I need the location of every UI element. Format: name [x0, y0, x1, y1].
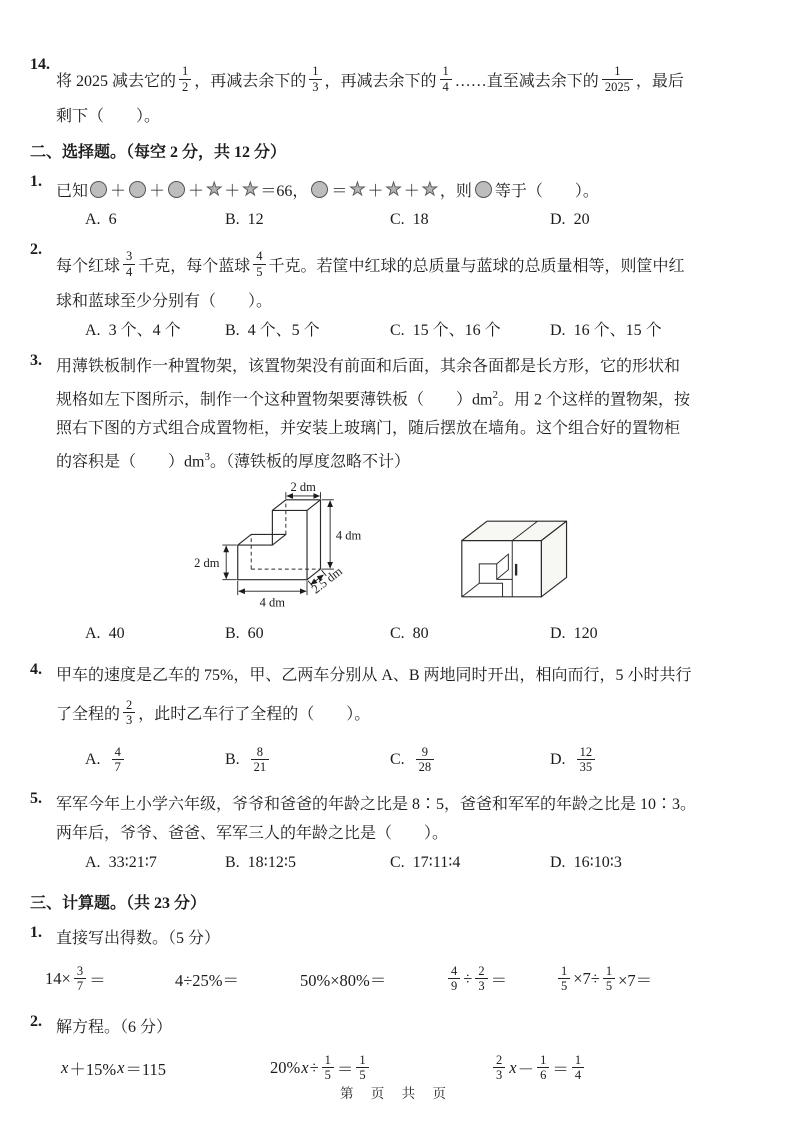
question-number: 14. — [30, 56, 50, 73]
question-c3-line-2: 规格如左下图所示，制作一个这种置物架要薄铁板（ ）$dm^2$。用 2 个这样的置物架，按 — [56, 389, 690, 409]
fraction: $\frac{1}{2}$ — [179, 64, 191, 94]
options-row — [85, 316, 755, 346]
shelf-step-diagram — [180, 481, 384, 611]
star-icon: ★ — [349, 179, 366, 199]
dim-label-left: 2 dm — [194, 555, 220, 570]
fraction: $\frac{1}{5}$ — [356, 1053, 368, 1083]
dim-label-depth: 2.5 dm — [308, 563, 345, 597]
options-row-c3 — [85, 619, 755, 649]
question-c5-line-2: 两年后，爷爷、爸爸、军军三人的年龄之比是（ ）。 — [56, 824, 449, 842]
option-a: A. $\frac{4}{7}$ — [85, 745, 225, 775]
question-c2 — [30, 241, 755, 346]
option-c: C. 15 个、16 个 — [390, 322, 501, 339]
option-a: A. 33∶21∶7 — [85, 853, 157, 871]
dim-label-bottom: 4 dm — [259, 595, 286, 610]
section-2-title: 二、选择题。（每空 2 分，共 12 分） — [30, 144, 287, 161]
fraction: $\frac{4}{9}$ — [448, 964, 460, 994]
star-icon: ★ — [421, 179, 438, 199]
options-row — [85, 205, 755, 235]
circle-icon — [475, 181, 492, 198]
expression-1: 14× $\frac{3}{7}$ ＝ — [45, 963, 106, 994]
option-d: D. 120 — [550, 624, 598, 642]
star-icon: ★ — [206, 179, 223, 199]
fraction: $\frac{1}{3}$ — [309, 64, 321, 94]
question-c4-line-2: 了全程的 $\frac{2}{3}$ ，此时乙车行了全程的（ ）。 — [56, 697, 371, 728]
question-number: 5. — [30, 789, 42, 807]
question-c1-line: 已知 ＋ ＋ ＋ ★ ＋ ★ ＝66， ＝ ★ ＋ ★ ＋ ★ ，则 等于（ ）。 — [56, 179, 599, 200]
question-number: 2. — [30, 241, 42, 258]
option-b: B. 18∶12∶5 — [225, 853, 296, 871]
fraction: $\frac{2}{3}$ — [493, 1053, 505, 1083]
fraction: $\frac{4}{5}$ — [253, 249, 265, 279]
circle-icon — [129, 181, 146, 198]
fraction: $\frac{3}{7}$ — [74, 964, 86, 994]
question-calc-title: 直接写出得数。（5 分） — [56, 929, 221, 947]
option-d: D. 16∶10∶3 — [550, 853, 622, 871]
option-a: A. 6 — [85, 211, 117, 228]
fraction: $\frac{8}{21}$ — [251, 745, 270, 775]
equation-2: 20% x ÷ $\frac{1}{5}$ ＝ $\frac{1}{5}$ — [270, 1053, 490, 1083]
option-a: A. 40 — [85, 624, 125, 642]
question-c4-line-1: 甲车的速度是乙车的 75%，甲、乙两车分别从 A、B 两地同时开出，相向而行，5 小时共行 — [56, 666, 692, 684]
question-c1 — [30, 173, 755, 235]
section-3-title: 三、计算题。（共 23 分） — [30, 894, 207, 912]
fraction: $\frac{1}{5}$ — [603, 964, 615, 994]
question-c3-line-4: 的容积是（ ）$dm^3$。（薄铁板的厚度忽略不计） — [56, 451, 410, 471]
option-d: D. 16 个、15 个 — [550, 322, 662, 339]
dim-label-top: 2 dm — [290, 480, 316, 494]
option-b: B. $\frac{8}{21}$ — [225, 745, 390, 775]
options-row — [85, 736, 755, 784]
question-14-line-2: 剩下（ ）。 — [56, 108, 161, 125]
star-icon: ★ — [242, 179, 259, 199]
question-c3-line-1: 用薄铁板制作一种置物架，该置物架没有前面和后面，其余各面都是长方形，它的形状和 — [56, 358, 681, 375]
option-b: B. 4 个、5 个 — [225, 322, 320, 339]
option-d: D. 20 — [550, 211, 590, 228]
options-row — [85, 848, 755, 878]
question-c2-line-1: 每个红球 $\frac{3}{4}$ 千克，每个蓝球 $\frac{4}{5}$ 千克。若筐中红球的总质量与蓝球的总质量相等，则筐中红 — [56, 249, 685, 279]
question-c5 — [30, 790, 755, 878]
circle-icon — [90, 181, 107, 198]
question-c3-line-3: 照右下图的方式组合成置物柜，并安装上玻璃门，随后摆放在墙角。这个组合好的置物柜 — [56, 420, 681, 438]
option-c: C. 80 — [390, 624, 429, 642]
fraction: $\frac{3}{4}$ — [123, 249, 135, 279]
question-number: 3. — [30, 352, 42, 369]
option-c: C. $\frac{9}{28}$ — [390, 745, 550, 775]
calc-expressions-row — [45, 953, 755, 1005]
question-c3 — [30, 352, 755, 477]
dim-label-right: 4 dm — [335, 527, 362, 542]
question-c5-line-1: 军军今年上小学六年级，爷爷和爸爸的年龄之比是 8∶5，爸爸和军军的年龄之比是 10∶3。 — [56, 795, 697, 813]
page-footer: 第 页 共 页 — [339, 1086, 454, 1101]
fraction: $\frac{1}{4}$ — [572, 1053, 584, 1083]
cabinet-diagram — [456, 515, 584, 605]
option-c: C. 18 — [390, 211, 429, 228]
question-14-line-1: 将 2025 减去它的 $\frac{1}{2}$ ，再减去余下的 $\frac{1}{3}$ ，再减去余下的 $\frac{1}{4}$ ……直至减去余下的 $\frac{1}{2025}$ ，最后 — [56, 64, 684, 94]
expression-4: $\frac{4}{9}$ ÷ $\frac{2}{3}$ ＝ — [445, 964, 555, 994]
fraction: $\frac{2}{3}$ — [475, 964, 487, 994]
fraction: $\frac{12}{35}$ — [577, 745, 596, 775]
question-c4 — [30, 661, 755, 784]
expression-2: 4÷25%＝ — [175, 970, 240, 990]
fraction: $\frac{1}{2025}$ — [602, 64, 633, 94]
fraction: $\frac{1}{5}$ — [558, 964, 570, 994]
option-b: B. 60 — [225, 624, 264, 642]
option-b: B. 12 — [225, 211, 264, 228]
question-14 — [30, 56, 755, 131]
question-c2-line-2: 球和蓝球至少分别有（ ）。 — [56, 293, 273, 310]
fraction: $\frac{1}{6}$ — [537, 1053, 549, 1083]
circle-icon — [311, 181, 328, 198]
circle-icon — [168, 181, 185, 198]
question-c3-diagrams — [180, 481, 755, 611]
question-number: 2. — [30, 1012, 42, 1030]
equation-1: x ＋15% x ＝115 — [61, 1057, 167, 1079]
superscript: 2 — [492, 389, 498, 401]
fraction: $\frac{1}{4}$ — [440, 64, 452, 94]
option-d: D. $\frac{12}{35}$ — [550, 745, 598, 775]
fraction: $\frac{2}{3}$ — [123, 698, 135, 728]
question-number: 1. — [30, 173, 42, 190]
fraction: $\frac{1}{5}$ — [322, 1053, 334, 1083]
equation-3: $\frac{2}{3}$ x － $\frac{1}{6}$ ＝ $\frac{1}{4}$ — [490, 1053, 587, 1083]
fraction: $\frac{9}{28}$ — [416, 745, 435, 775]
fraction: $\frac{4}{7}$ — [112, 745, 124, 775]
option-c: C. 17∶11∶4 — [390, 853, 461, 871]
expression-5: $\frac{1}{5}$ ×7÷ $\frac{1}{5}$ ×7＝ — [555, 964, 652, 994]
star-icon: ★ — [385, 179, 402, 199]
question-number: 4. — [30, 660, 42, 678]
question-calc — [30, 924, 755, 953]
superscript: 3 — [204, 451, 210, 464]
option-a: A. 3 个、4 个 — [85, 322, 181, 339]
question-number: 1. — [30, 923, 42, 941]
expression-3: 50%×80%＝ — [300, 970, 387, 990]
question-solve-title: 解方程。（6 分） — [56, 1018, 173, 1036]
question-solve — [30, 1013, 755, 1042]
